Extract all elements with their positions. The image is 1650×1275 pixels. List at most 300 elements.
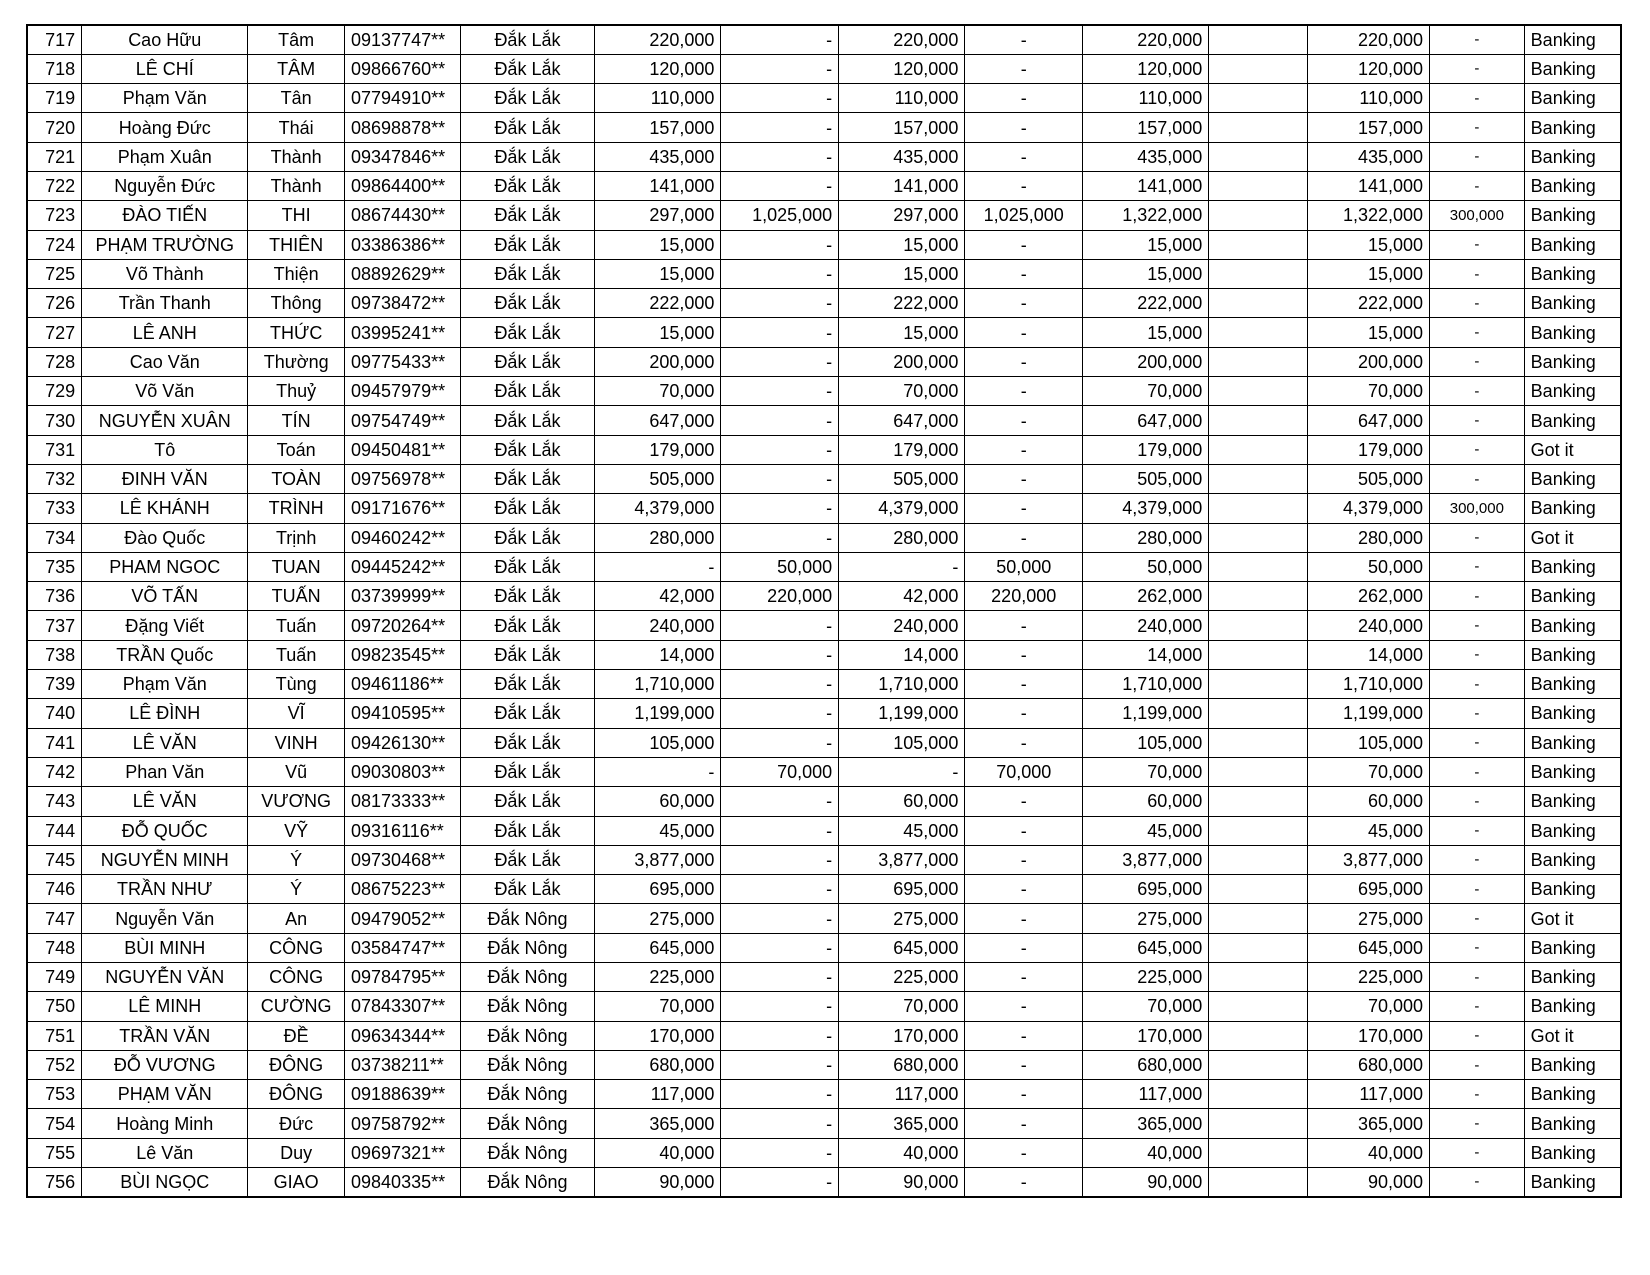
blank-cell	[1209, 435, 1308, 464]
phone-cell: 09754749**	[345, 406, 461, 435]
bonus-cell: -	[1430, 142, 1525, 171]
amount-cell-3: 297,000	[839, 201, 965, 230]
amount-cell-1: 695,000	[595, 875, 721, 904]
bonus-cell: -	[1430, 640, 1525, 669]
table-row	[27, 933, 1621, 962]
phone-cell: 09758792**	[345, 1109, 461, 1138]
amount-cell-1: 435,000	[595, 142, 721, 171]
province-cell: Đắk Lắk	[460, 787, 595, 816]
amount-cell-2: -	[721, 25, 839, 54]
surname-cell: Phạm Văn	[82, 670, 248, 699]
row-number-cell: 732	[27, 464, 82, 493]
surname-cell: PHẠM TRƯỜNG	[82, 230, 248, 259]
surname-cell: Lê Văn	[82, 1138, 248, 1167]
province-cell: Đắk Lắk	[460, 816, 595, 845]
province-cell: Đắk Nông	[460, 992, 595, 1021]
row-number-cell: 747	[27, 904, 82, 933]
amount-cell-2: 1,025,000	[721, 201, 839, 230]
province-cell: Đắk Nông	[460, 1021, 595, 1050]
amount-cell-2: -	[721, 728, 839, 757]
amount-cell-3: 435,000	[839, 142, 965, 171]
bonus-cell: -	[1430, 347, 1525, 376]
amount-cell-4: -	[965, 1168, 1083, 1197]
paid-cell: 50,000	[1308, 552, 1430, 581]
province-cell: Đắk Lắk	[460, 523, 595, 552]
amount-cell-1: 105,000	[595, 728, 721, 757]
province-cell: Đắk Lắk	[460, 699, 595, 728]
phone-cell: 09634344**	[345, 1021, 461, 1050]
total-cell: 179,000	[1083, 435, 1209, 464]
phone-cell: 09738472**	[345, 289, 461, 318]
amount-cell-3: 680,000	[839, 1050, 965, 1079]
row-number-cell: 729	[27, 377, 82, 406]
province-cell: Đắk Nông	[460, 963, 595, 992]
amount-cell-3: 14,000	[839, 640, 965, 669]
blank-cell	[1209, 611, 1308, 640]
amount-cell-1: 141,000	[595, 171, 721, 200]
amount-cell-2: -	[721, 845, 839, 874]
method-cell: Banking	[1524, 1168, 1621, 1197]
paid-cell: 645,000	[1308, 933, 1430, 962]
province-cell: Đắk Lắk	[460, 54, 595, 83]
method-cell: Banking	[1524, 875, 1621, 904]
method-cell: Banking	[1524, 992, 1621, 1021]
table-row	[27, 787, 1621, 816]
total-cell: 1,199,000	[1083, 699, 1209, 728]
amount-cell-2: -	[721, 377, 839, 406]
given-name-cell: Thành	[248, 142, 345, 171]
blank-cell	[1209, 552, 1308, 581]
bonus-cell: -	[1430, 1168, 1525, 1197]
amount-cell-1: 645,000	[595, 933, 721, 962]
province-cell: Đắk Lắk	[460, 552, 595, 581]
total-cell: 117,000	[1083, 1080, 1209, 1109]
amount-cell-1: -	[595, 757, 721, 786]
given-name-cell: Tâm	[248, 25, 345, 54]
amount-cell-4: -	[965, 904, 1083, 933]
table-body	[27, 25, 1621, 1197]
blank-cell	[1209, 1021, 1308, 1050]
table-row	[27, 377, 1621, 406]
amount-cell-4: -	[965, 640, 1083, 669]
given-name-cell: THỨC	[248, 318, 345, 347]
method-cell: Got it	[1524, 1021, 1621, 1050]
row-number-cell: 744	[27, 816, 82, 845]
given-name-cell: VĨ	[248, 699, 345, 728]
total-cell: 365,000	[1083, 1109, 1209, 1138]
total-cell: 225,000	[1083, 963, 1209, 992]
amount-cell-4: -	[965, 435, 1083, 464]
province-cell: Đắk Lắk	[460, 25, 595, 54]
table-row	[27, 728, 1621, 757]
blank-cell	[1209, 318, 1308, 347]
total-cell: 240,000	[1083, 611, 1209, 640]
paid-cell: 435,000	[1308, 142, 1430, 171]
amount-cell-4: -	[965, 113, 1083, 142]
amount-cell-3: 15,000	[839, 318, 965, 347]
row-number-cell: 734	[27, 523, 82, 552]
paid-cell: 1,710,000	[1308, 670, 1430, 699]
surname-cell: Nguyễn Đức	[82, 171, 248, 200]
surname-cell: Đặng Viết	[82, 611, 248, 640]
blank-cell	[1209, 787, 1308, 816]
given-name-cell: Thuỷ	[248, 377, 345, 406]
surname-cell: Phạm Xuân	[82, 142, 248, 171]
total-cell: 647,000	[1083, 406, 1209, 435]
amount-cell-4: -	[965, 1050, 1083, 1079]
province-cell: Đắk Lắk	[460, 171, 595, 200]
table-row	[27, 992, 1621, 1021]
table-row	[27, 816, 1621, 845]
surname-cell: Nguyễn Văn	[82, 904, 248, 933]
province-cell: Đắk Lắk	[460, 201, 595, 230]
paid-cell: 70,000	[1308, 757, 1430, 786]
blank-cell	[1209, 904, 1308, 933]
province-cell: Đắk Lắk	[460, 142, 595, 171]
amount-cell-1: -	[595, 552, 721, 581]
bonus-cell: -	[1430, 670, 1525, 699]
blank-cell	[1209, 1168, 1308, 1197]
given-name-cell: THIÊN	[248, 230, 345, 259]
amount-cell-3: 157,000	[839, 113, 965, 142]
table-row	[27, 289, 1621, 318]
surname-cell: Cao Hữu	[82, 25, 248, 54]
method-cell: Banking	[1524, 611, 1621, 640]
blank-cell	[1209, 845, 1308, 874]
bonus-cell: -	[1430, 816, 1525, 845]
method-cell: Banking	[1524, 1080, 1621, 1109]
amount-cell-4: -	[965, 1021, 1083, 1050]
bonus-cell: -	[1430, 582, 1525, 611]
phone-cell: 09697321**	[345, 1138, 461, 1167]
amount-cell-3: 90,000	[839, 1168, 965, 1197]
row-number-cell: 746	[27, 875, 82, 904]
given-name-cell: Ý	[248, 875, 345, 904]
phone-cell: 09137747**	[345, 25, 461, 54]
given-name-cell: ĐỀ	[248, 1021, 345, 1050]
total-cell: 15,000	[1083, 230, 1209, 259]
province-cell: Đắk Lắk	[460, 670, 595, 699]
paid-cell: 157,000	[1308, 113, 1430, 142]
row-number-cell: 728	[27, 347, 82, 376]
amount-cell-1: 117,000	[595, 1080, 721, 1109]
paid-cell: 90,000	[1308, 1168, 1430, 1197]
amount-cell-1: 1,199,000	[595, 699, 721, 728]
total-cell: 40,000	[1083, 1138, 1209, 1167]
province-cell: Đắk Lắk	[460, 875, 595, 904]
bonus-cell: 300,000	[1430, 201, 1525, 230]
method-cell: Banking	[1524, 552, 1621, 581]
amount-cell-1: 70,000	[595, 992, 721, 1021]
province-cell: Đắk Lắk	[460, 464, 595, 493]
phone-cell: 09030803**	[345, 757, 461, 786]
total-cell: 105,000	[1083, 728, 1209, 757]
amount-cell-3: -	[839, 757, 965, 786]
blank-cell	[1209, 992, 1308, 1021]
province-cell: Đắk Lắk	[460, 582, 595, 611]
phone-cell: 09316116**	[345, 816, 461, 845]
given-name-cell: THI	[248, 201, 345, 230]
method-cell: Banking	[1524, 259, 1621, 288]
amount-cell-2: -	[721, 904, 839, 933]
amount-cell-4: -	[965, 318, 1083, 347]
paid-cell: 1,199,000	[1308, 699, 1430, 728]
paid-cell: 45,000	[1308, 816, 1430, 845]
paid-cell: 120,000	[1308, 54, 1430, 83]
amount-cell-3: 1,199,000	[839, 699, 965, 728]
bonus-cell: -	[1430, 1021, 1525, 1050]
method-cell: Banking	[1524, 171, 1621, 200]
province-cell: Đắk Lắk	[460, 113, 595, 142]
amount-cell-4: -	[965, 494, 1083, 523]
paid-cell: 14,000	[1308, 640, 1430, 669]
given-name-cell: CƯỜNG	[248, 992, 345, 1021]
province-cell: Đắk Nông	[460, 904, 595, 933]
blank-cell	[1209, 406, 1308, 435]
amount-cell-2: -	[721, 670, 839, 699]
blank-cell	[1209, 963, 1308, 992]
province-cell: Đắk Nông	[460, 1138, 595, 1167]
amount-cell-4: -	[965, 611, 1083, 640]
given-name-cell: CÔNG	[248, 963, 345, 992]
amount-cell-1: 15,000	[595, 318, 721, 347]
phone-cell: 09457979**	[345, 377, 461, 406]
amount-cell-3: 60,000	[839, 787, 965, 816]
given-name-cell: VƯƠNG	[248, 787, 345, 816]
amount-cell-3: 695,000	[839, 875, 965, 904]
surname-cell: BÙI NGỌC	[82, 1168, 248, 1197]
total-cell: 222,000	[1083, 289, 1209, 318]
amount-cell-2: -	[721, 230, 839, 259]
table-row	[27, 904, 1621, 933]
method-cell: Banking	[1524, 25, 1621, 54]
amount-cell-4: -	[965, 54, 1083, 83]
method-cell: Banking	[1524, 54, 1621, 83]
blank-cell	[1209, 54, 1308, 83]
amount-cell-4: -	[965, 289, 1083, 318]
amount-cell-3: 222,000	[839, 289, 965, 318]
bonus-cell: -	[1430, 757, 1525, 786]
surname-cell: NGUYỄN VĂN	[82, 963, 248, 992]
paid-cell: 505,000	[1308, 464, 1430, 493]
amount-cell-2: -	[721, 347, 839, 376]
given-name-cell: VỸ	[248, 816, 345, 845]
amount-cell-2: -	[721, 289, 839, 318]
given-name-cell: CÔNG	[248, 933, 345, 962]
paid-cell: 179,000	[1308, 435, 1430, 464]
table-row	[27, 259, 1621, 288]
method-cell: Banking	[1524, 757, 1621, 786]
total-cell: 120,000	[1083, 54, 1209, 83]
province-cell: Đắk Nông	[460, 1168, 595, 1197]
amount-cell-3: 365,000	[839, 1109, 965, 1138]
paid-cell: 70,000	[1308, 992, 1430, 1021]
total-cell: 3,877,000	[1083, 845, 1209, 874]
blank-cell	[1209, 347, 1308, 376]
table-row	[27, 1080, 1621, 1109]
bonus-cell: -	[1430, 435, 1525, 464]
province-cell: Đắk Lắk	[460, 377, 595, 406]
given-name-cell: Tân	[248, 84, 345, 113]
total-cell: 50,000	[1083, 552, 1209, 581]
row-number-cell: 725	[27, 259, 82, 288]
province-cell: Đắk Lắk	[460, 611, 595, 640]
blank-cell	[1209, 25, 1308, 54]
amount-cell-2: -	[721, 1138, 839, 1167]
total-cell: 157,000	[1083, 113, 1209, 142]
given-name-cell: An	[248, 904, 345, 933]
row-number-cell: 730	[27, 406, 82, 435]
amount-cell-2: 50,000	[721, 552, 839, 581]
row-number-cell: 752	[27, 1050, 82, 1079]
amount-cell-2: -	[721, 171, 839, 200]
amount-cell-4: -	[965, 230, 1083, 259]
bonus-cell: -	[1430, 377, 1525, 406]
surname-cell: BÙI MINH	[82, 933, 248, 962]
amount-cell-1: 179,000	[595, 435, 721, 464]
row-number-cell: 740	[27, 699, 82, 728]
bonus-cell: -	[1430, 963, 1525, 992]
amount-cell-2: -	[721, 816, 839, 845]
bonus-cell: -	[1430, 523, 1525, 552]
amount-cell-3: 220,000	[839, 25, 965, 54]
paid-cell: 105,000	[1308, 728, 1430, 757]
amount-cell-3: 505,000	[839, 464, 965, 493]
row-number-cell: 738	[27, 640, 82, 669]
paid-cell: 15,000	[1308, 230, 1430, 259]
given-name-cell: Thành	[248, 171, 345, 200]
row-number-cell: 717	[27, 25, 82, 54]
row-number-cell: 755	[27, 1138, 82, 1167]
amount-cell-3: 647,000	[839, 406, 965, 435]
amount-cell-4: -	[965, 933, 1083, 962]
bonus-cell: -	[1430, 1138, 1525, 1167]
amount-cell-3: 70,000	[839, 377, 965, 406]
method-cell: Banking	[1524, 787, 1621, 816]
amount-cell-1: 1,710,000	[595, 670, 721, 699]
row-number-cell: 750	[27, 992, 82, 1021]
amount-cell-4: -	[965, 816, 1083, 845]
bonus-cell: -	[1430, 259, 1525, 288]
amount-cell-3: 45,000	[839, 816, 965, 845]
table-row	[27, 845, 1621, 874]
bonus-cell: -	[1430, 699, 1525, 728]
amount-cell-1: 200,000	[595, 347, 721, 376]
method-cell: Banking	[1524, 494, 1621, 523]
blank-cell	[1209, 1080, 1308, 1109]
amount-cell-2: -	[721, 1109, 839, 1138]
phone-cell: 08173333**	[345, 787, 461, 816]
amount-cell-4: -	[965, 787, 1083, 816]
total-cell: 70,000	[1083, 757, 1209, 786]
given-name-cell: ĐÔNG	[248, 1080, 345, 1109]
table-row	[27, 875, 1621, 904]
amount-cell-3: 225,000	[839, 963, 965, 992]
given-name-cell: Đức	[248, 1109, 345, 1138]
province-cell: Đắk Lắk	[460, 84, 595, 113]
amount-cell-1: 45,000	[595, 816, 721, 845]
amount-cell-3: 110,000	[839, 84, 965, 113]
phone-cell: 09866760**	[345, 54, 461, 83]
amount-cell-1: 120,000	[595, 54, 721, 83]
phone-cell: 09460242**	[345, 523, 461, 552]
amount-cell-4: 50,000	[965, 552, 1083, 581]
total-cell: 14,000	[1083, 640, 1209, 669]
table-row	[27, 1050, 1621, 1079]
paid-cell: 40,000	[1308, 1138, 1430, 1167]
table-row	[27, 670, 1621, 699]
given-name-cell: Tùng	[248, 670, 345, 699]
total-cell: 695,000	[1083, 875, 1209, 904]
blank-cell	[1209, 142, 1308, 171]
row-number-cell: 724	[27, 230, 82, 259]
table-row	[27, 963, 1621, 992]
amount-cell-3: 42,000	[839, 582, 965, 611]
amount-cell-2: -	[721, 1021, 839, 1050]
amount-cell-3: -	[839, 552, 965, 581]
given-name-cell: ĐÔNG	[248, 1050, 345, 1079]
bonus-cell: -	[1430, 84, 1525, 113]
given-name-cell: Thái	[248, 113, 345, 142]
blank-cell	[1209, 171, 1308, 200]
bonus-cell: -	[1430, 875, 1525, 904]
amount-cell-4: -	[965, 84, 1083, 113]
blank-cell	[1209, 1050, 1308, 1079]
total-cell: 110,000	[1083, 84, 1209, 113]
amount-cell-1: 4,379,000	[595, 494, 721, 523]
paid-cell: 275,000	[1308, 904, 1430, 933]
table-row	[27, 171, 1621, 200]
province-cell: Đắk Lắk	[460, 259, 595, 288]
amount-cell-2: -	[721, 464, 839, 493]
amount-cell-2: -	[721, 699, 839, 728]
surname-cell: Phạm Văn	[82, 84, 248, 113]
paid-cell: 117,000	[1308, 1080, 1430, 1109]
amount-cell-1: 275,000	[595, 904, 721, 933]
phone-cell: 07794910**	[345, 84, 461, 113]
table-row	[27, 406, 1621, 435]
total-cell: 220,000	[1083, 25, 1209, 54]
row-number-cell: 733	[27, 494, 82, 523]
amount-cell-2: -	[721, 523, 839, 552]
total-cell: 70,000	[1083, 992, 1209, 1021]
province-cell: Đắk Lắk	[460, 318, 595, 347]
amount-cell-3: 1,710,000	[839, 670, 965, 699]
paid-cell: 240,000	[1308, 611, 1430, 640]
amount-cell-1: 222,000	[595, 289, 721, 318]
bonus-cell: -	[1430, 318, 1525, 347]
table-row	[27, 142, 1621, 171]
amount-cell-2: -	[721, 933, 839, 962]
amount-cell-3: 170,000	[839, 1021, 965, 1050]
phone-cell: 09756978**	[345, 464, 461, 493]
amount-cell-3: 40,000	[839, 1138, 965, 1167]
given-name-cell: VINH	[248, 728, 345, 757]
paid-cell: 15,000	[1308, 259, 1430, 288]
row-number-cell: 736	[27, 582, 82, 611]
amount-cell-1: 220,000	[595, 25, 721, 54]
total-cell: 505,000	[1083, 464, 1209, 493]
amount-cell-4: -	[965, 875, 1083, 904]
total-cell: 1,710,000	[1083, 670, 1209, 699]
surname-cell: LÊ VĂN	[82, 787, 248, 816]
table-row	[27, 1021, 1621, 1050]
phone-cell: 03584747**	[345, 933, 461, 962]
amount-cell-3: 15,000	[839, 259, 965, 288]
paid-cell: 220,000	[1308, 25, 1430, 54]
table-row	[27, 113, 1621, 142]
phone-cell: 03386386**	[345, 230, 461, 259]
